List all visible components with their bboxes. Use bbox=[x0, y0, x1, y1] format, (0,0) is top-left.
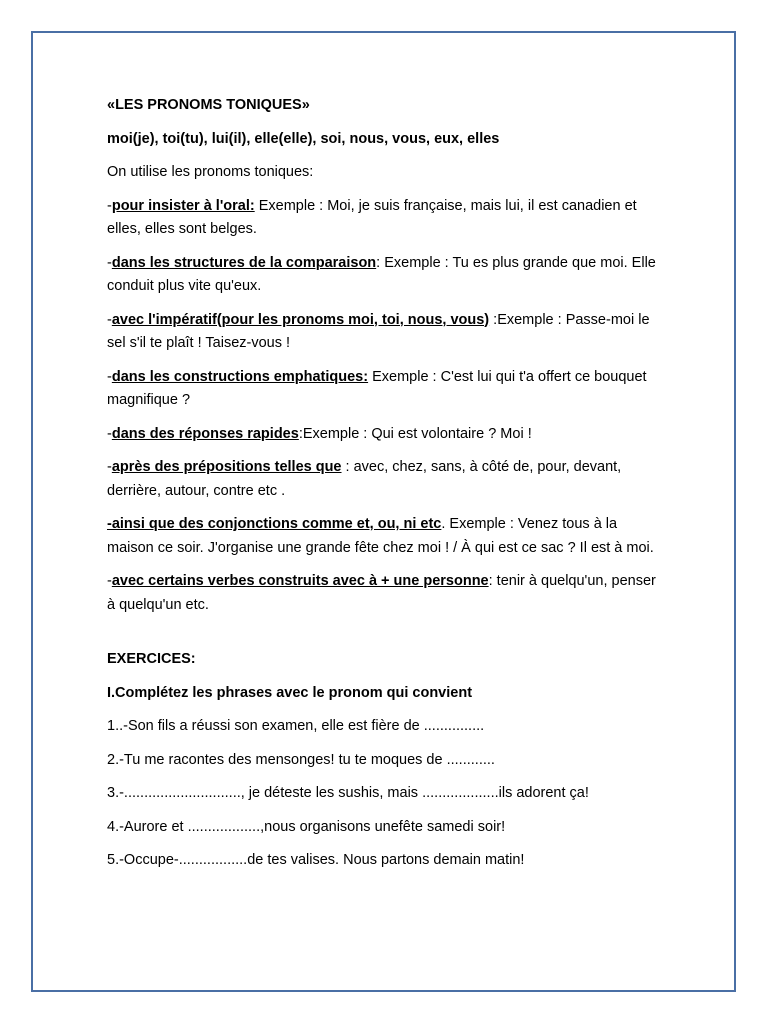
use-label: après des prépositions telles que bbox=[111, 459, 342, 475]
use-prefix: - bbox=[107, 459, 112, 475]
use-text: . Exemple : Venez tous à la maison ce soir. J'organise une grande fête chez moi ! / À qui est ce sac ? Il est à moi. bbox=[107, 516, 654, 556]
use-text: Exemple : C'est lui qui t'a offert ce bouquet magnifique ? bbox=[107, 368, 647, 408]
use-text: : Exemple : Tu es plus grande que moi. Elle conduit plus vite qu'eux. bbox=[107, 254, 656, 294]
exercise-item: 3.-............................., je déteste les sushis, mais ...................ils adorent ça! bbox=[107, 785, 589, 801]
use-prefix: - bbox=[107, 368, 112, 385]
exercise-item: 5.-Occupe-.................de tes valises. Nous partons demain matin! bbox=[107, 852, 525, 868]
use-item bbox=[107, 456, 667, 503]
exercise-item: 1..-Son fils a réussi son examen, elle est fière de ............... bbox=[107, 718, 485, 734]
exercise-item: 4.-Aurore et ..................,nous organisons unefête samedi soir! bbox=[107, 818, 506, 835]
use-label: pour insister à l'oral: bbox=[111, 197, 255, 214]
use-prefix: - bbox=[107, 311, 112, 328]
use-item bbox=[107, 423, 667, 447]
use-label: dans les structures de la comparaison bbox=[111, 254, 377, 271]
document-title: «LES PRONOMS TONIQUES» bbox=[107, 97, 310, 113]
use-text: :Exemple : Passe-moi le sel s'il te plaît ! Taisez-vous ! bbox=[107, 311, 650, 351]
use-item bbox=[107, 309, 667, 356]
intro-text: On utilise les pronoms toniques: bbox=[107, 164, 314, 180]
use-label: avec l'impératif(pour les pronoms moi, toi, nous, vous) bbox=[111, 311, 490, 328]
use-item bbox=[107, 513, 667, 560]
use-prefix: - bbox=[107, 254, 112, 271]
use-label: avec certains verbes construits avec à + une personne bbox=[111, 573, 489, 589]
use-prefix: - bbox=[107, 573, 112, 589]
pronouns-list: moi(je), toi(tu), lui(il), elle(elle), soi, nous, vous, eux, elles bbox=[107, 130, 500, 147]
use-prefix: - bbox=[107, 197, 112, 214]
use-label: dans des réponses rapides bbox=[111, 425, 299, 442]
document-body bbox=[107, 94, 667, 883]
use-text: : tenir à quelqu'un, penser à quelqu'un etc. bbox=[107, 573, 656, 613]
use-text: :Exemple : Qui est volontaire ? Moi ! bbox=[298, 425, 532, 442]
use-item bbox=[107, 366, 667, 413]
use-item bbox=[107, 570, 667, 617]
use-label: -ainsi que des conjonctions comme et, ou, ni etc bbox=[107, 516, 442, 532]
use-label: dans les constructions emphatiques: bbox=[111, 368, 369, 385]
exercises-heading: EXERCICES: bbox=[107, 651, 196, 667]
exercise-item: 2.-Tu me racontes des mensonges! tu te moques de ............ bbox=[107, 751, 495, 768]
use-text: Exemple : Moi, je suis française, mais lui, il est canadien et elles, elles sont belges. bbox=[107, 197, 637, 237]
use-prefix: - bbox=[107, 425, 112, 442]
use-text: : avec, chez, sans, à côté de, pour, devant, derrière, autour, contre etc . bbox=[107, 459, 622, 499]
use-item bbox=[107, 252, 667, 299]
use-item bbox=[107, 195, 667, 242]
exercises-instruction: I.Complétez les phrases avec le pronom qui convient bbox=[107, 684, 473, 701]
